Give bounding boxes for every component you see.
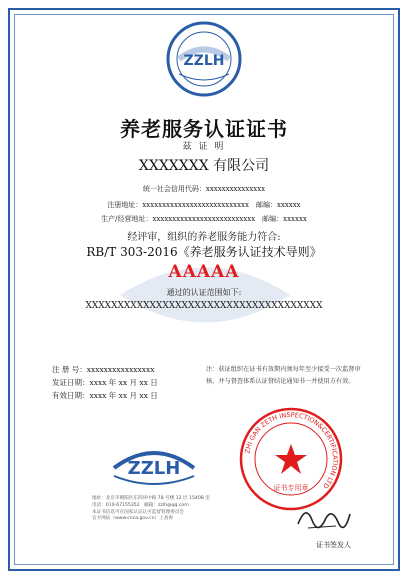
footer-line: 本证书信息可在国家认证认可监督管理委员会 <box>92 509 184 515</box>
scope-label: 通过的认证范围如下: <box>166 288 242 297</box>
certificate-note: 注：获证组织在证书有效期内须每年至少接受一次监督审核，并与督查体系认证督结论通知书一并使用方有效。 <box>206 366 361 385</box>
certificate-title: 养老服务认证证书 <box>120 117 288 141</box>
company-name: XXXXXXX 有限公司 <box>138 158 270 174</box>
business-address: 生产/经营地址：xxxxxxxxxxxxxxxxxxxxxxxxxx 邮编：xxxxxx <box>101 215 307 223</box>
top-logo-text: ZZLH <box>183 53 225 69</box>
certificate-subtitle: 兹 证 明 <box>182 142 226 152</box>
red-seal-text: ZHI GAN ZETH INSPECTION&CERTIFICATION LTD <box>243 410 340 491</box>
registration-number: 注 册 号：xxxxxxxxxxxxxxxx <box>52 365 155 374</box>
registered-address: 注册地址：xxxxxxxxxxxxxxxxxxxxxxxxxxx 邮编：xxxxxx <box>107 201 301 209</box>
footer-line: 电话：010-67155352 邮箱：zzlh@qq.com <box>92 502 189 508</box>
top-logo-seal <box>165 20 243 98</box>
footer-line: 官方网站（www.cnca.gov.cn）上查询 <box>92 516 173 522</box>
issue-date: 发证日期：xxxx 年 xx 月 xx 日 <box>52 378 158 387</box>
standard-name: RB/T 303-2016《养老服务认证技术导则》 <box>86 245 322 259</box>
footer-line: 地址：北京市朝阳区东四环中路 78 号楼 12 层 1540B 室 <box>92 496 210 501</box>
valid-date: 有效日期：xxxx 年 xx 月 xx 日 <box>52 391 158 400</box>
issuer-label: 证书签发人 <box>316 541 351 549</box>
scope-value: XXXXXXXXXXXXXXXXXXXXXXXXXXXXXXXXXXXXX <box>85 301 323 311</box>
footer-info <box>92 496 272 523</box>
red-seal-sub: 证书专用章 <box>273 484 309 492</box>
credit-code: 统一社会信用代码：xxxxxxxxxxxxxxx <box>142 185 266 193</box>
evaluation-statement: 经评审，组织的养老服务能力符合: <box>127 232 281 243</box>
certification-grade: AAAAA <box>168 262 240 282</box>
logo-text: ZZLH <box>127 458 181 479</box>
handwritten-signature <box>292 500 354 534</box>
seal-star-icon <box>275 444 307 474</box>
company-logo <box>110 434 198 494</box>
